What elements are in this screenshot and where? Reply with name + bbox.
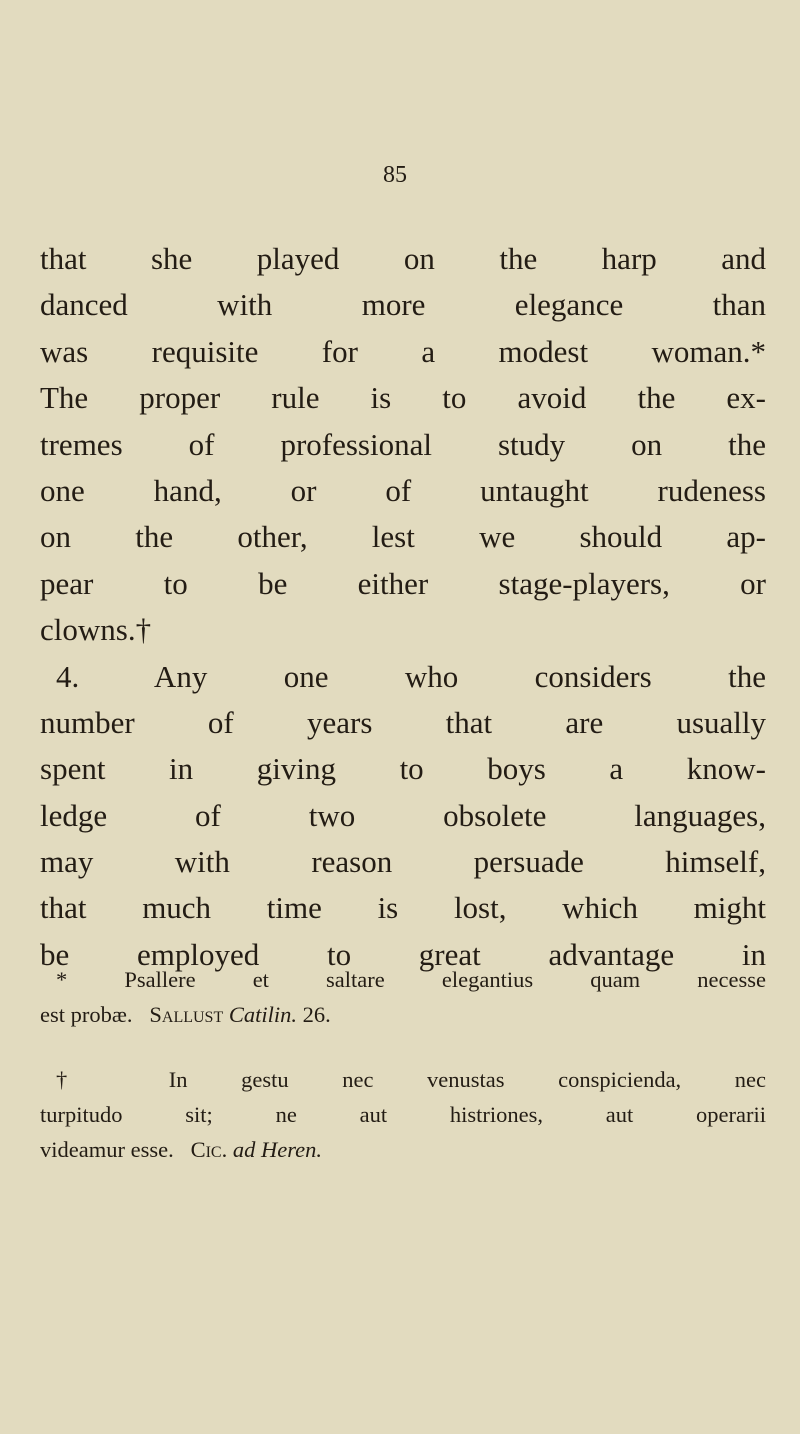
text-line: 4. Any one who considers the (56, 658, 766, 694)
footnote-line: turpitudo sit; ne aut histriones, aut operarii (40, 1102, 766, 1127)
text-line: danced with more elegance than (40, 287, 766, 323)
footnote-line: † In gestu nec venustas conspicienda, nec (56, 1067, 766, 1092)
footnote-line: * Psallere et saltare elegantius quam necesse (56, 967, 766, 992)
footnote-text: videamur esse. (40, 1137, 174, 1162)
footnote-2 (40, 1062, 766, 1167)
footnote-1 (40, 962, 766, 1032)
text-line: one hand, or of untaught rudeness (40, 472, 766, 508)
footnote-text: est probæ. (40, 1002, 133, 1027)
citation-work: Catilin. (228, 1002, 297, 1027)
text-line: number of years that are usually (40, 704, 766, 740)
body-text (40, 236, 766, 978)
text-line: The proper rule is to avoid the ex- (40, 380, 766, 416)
footnote-line (40, 997, 766, 1032)
text-line: that much time is lost, which might (40, 890, 766, 926)
text-line: may with reason persuade himself, (40, 844, 766, 880)
citation-ref: 26. (302, 1002, 331, 1027)
citation-author: Cic. (190, 1137, 228, 1162)
text-line: ledge of two obsolete languages, (40, 797, 766, 833)
footnote-line (40, 1132, 766, 1167)
text-line: tremes of professional study on the (40, 426, 766, 462)
citation-author: Sallust (149, 1002, 224, 1027)
text-line: spent in giving to boys a know- (40, 751, 766, 787)
text-line: clowns.† (40, 612, 152, 648)
footnotes (40, 962, 766, 1167)
citation-work: ad Heren. (232, 1137, 323, 1162)
text-line: that she played on the harp and (40, 241, 766, 276)
text-line: be employed to great advantage in (40, 936, 766, 972)
text-line: on the other, lest we should ap- (40, 519, 766, 555)
page-number: 85 (383, 162, 407, 188)
text-line: was requisite for a modest woman.* (40, 333, 766, 369)
text-line: pear to be either stage-players, or (40, 565, 766, 601)
